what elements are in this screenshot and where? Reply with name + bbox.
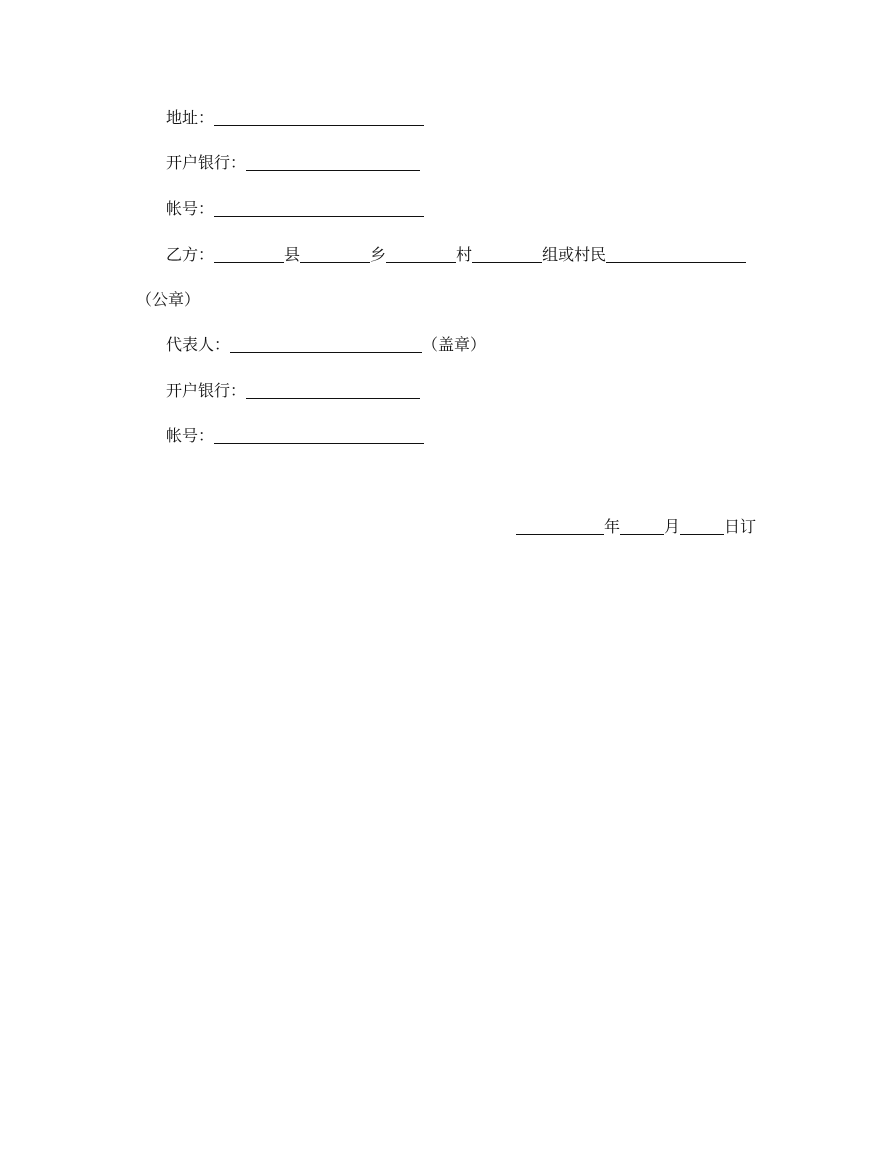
party-a-address-row	[166, 106, 424, 130]
group-blank[interactable]	[472, 244, 542, 263]
representative-row	[166, 333, 486, 357]
month-label: 月	[664, 517, 681, 536]
month-blank[interactable]	[620, 516, 664, 535]
bank-blank[interactable]	[246, 152, 420, 171]
bank-blank[interactable]	[246, 380, 420, 399]
village-label: 村	[456, 245, 473, 264]
representative-label: 代表人：	[166, 335, 231, 354]
county-blank[interactable]	[214, 244, 284, 263]
bank-label: 开户银行：	[166, 153, 247, 172]
township-blank[interactable]	[300, 244, 370, 263]
representative-seal-note: （盖章）	[422, 335, 487, 354]
township-label: 乡	[370, 245, 387, 264]
official-seal-note: （公章）	[136, 290, 201, 309]
party-b-location-row	[166, 243, 746, 267]
party-b-label: 乙方：	[166, 245, 215, 264]
villager-name-blank[interactable]	[606, 244, 746, 263]
party-a-account-row	[166, 197, 424, 221]
account-blank[interactable]	[214, 198, 424, 217]
address-label: 地址：	[166, 108, 215, 127]
bank-label: 开户银行：	[166, 381, 247, 400]
date-row	[516, 515, 756, 539]
address-blank[interactable]	[214, 107, 424, 126]
village-blank[interactable]	[386, 244, 456, 263]
seal-note-row	[136, 288, 200, 312]
party-b-account-row	[166, 424, 424, 448]
day-blank[interactable]	[680, 516, 724, 535]
representative-blank[interactable]	[230, 334, 422, 353]
party-b-bank-row	[166, 379, 420, 403]
group-or-villager-label: 组或村民	[542, 245, 607, 264]
year-label: 年	[604, 517, 621, 536]
day-signed-label: 日订	[724, 517, 757, 536]
account-label: 帐号：	[166, 199, 215, 218]
year-blank[interactable]	[516, 516, 604, 535]
party-a-bank-row	[166, 151, 420, 175]
account-label: 帐号：	[166, 426, 215, 445]
account-blank[interactable]	[214, 425, 424, 444]
county-label: 县	[284, 245, 301, 264]
